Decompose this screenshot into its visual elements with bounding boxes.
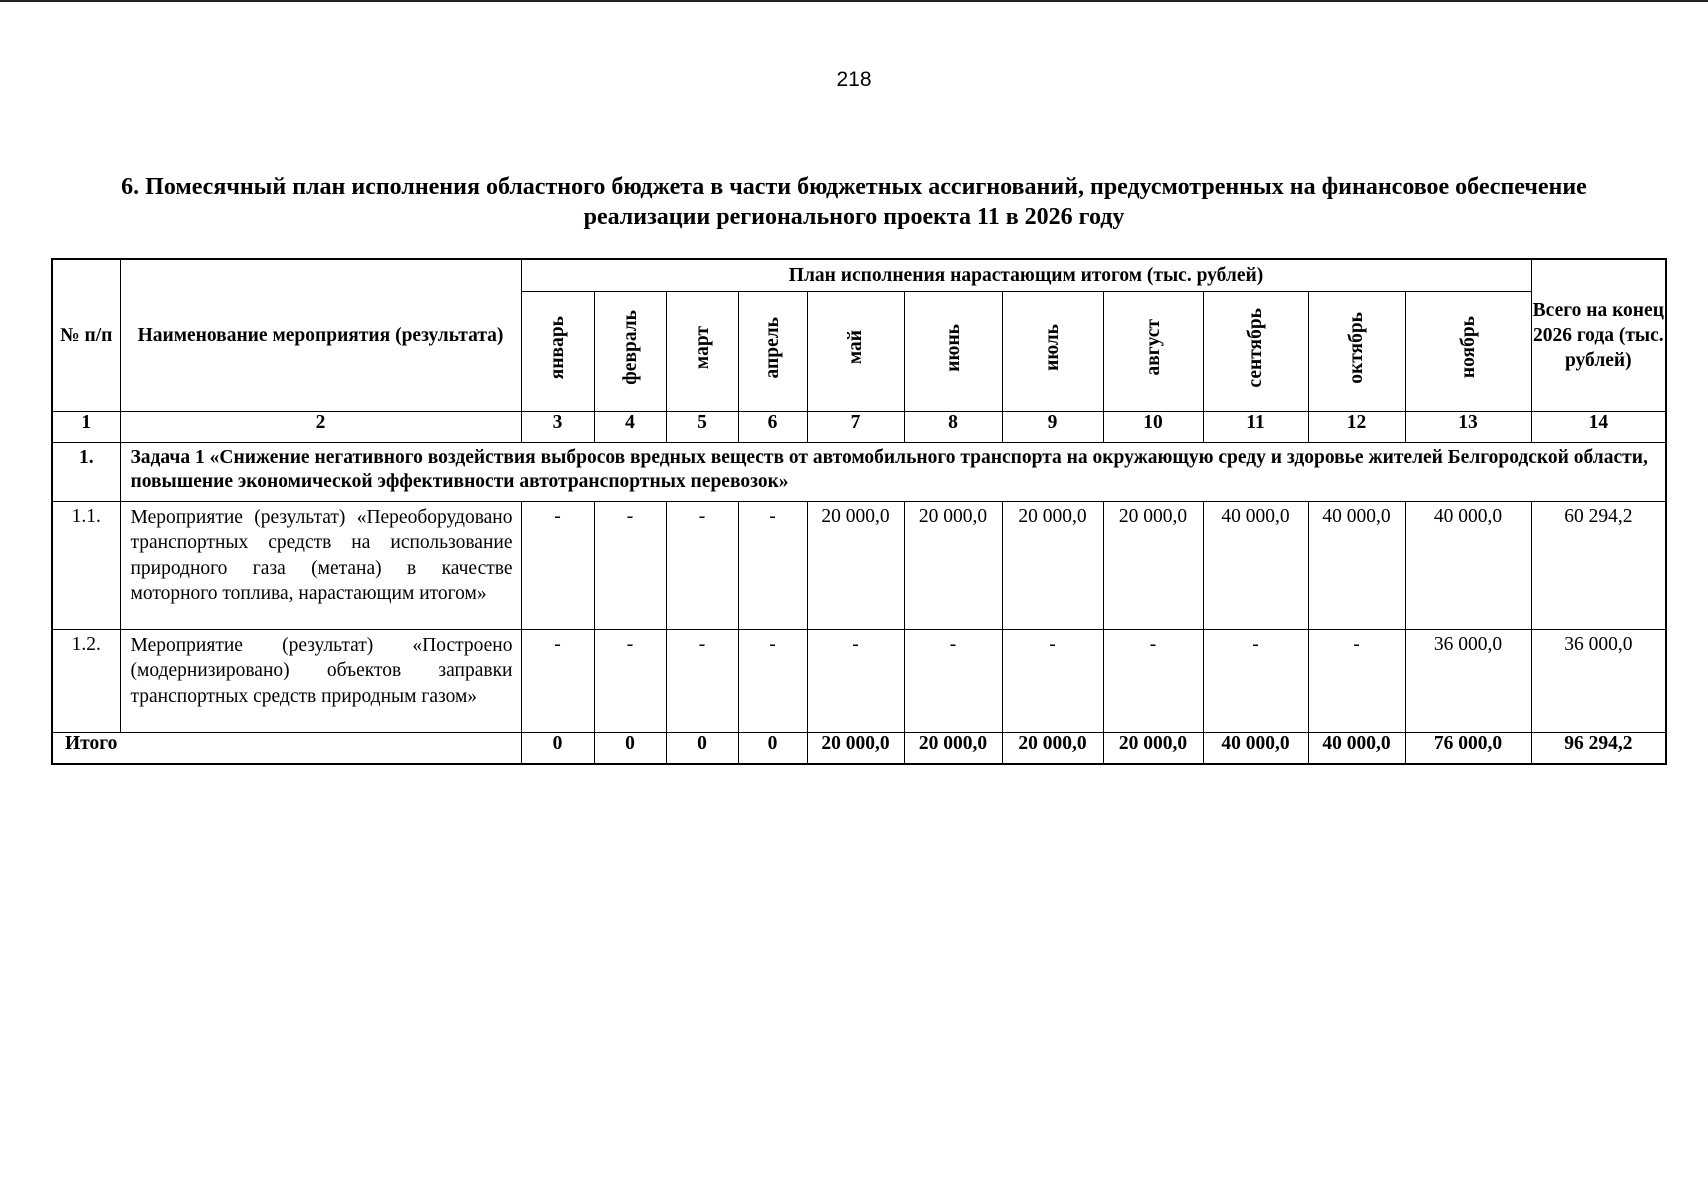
total-value-cell: 20 000,0 bbox=[904, 732, 1002, 764]
column-number: 13 bbox=[1405, 411, 1531, 442]
total-value-cell: 0 bbox=[521, 732, 594, 764]
column-number: 5 bbox=[666, 411, 738, 442]
value-cell: 40 000,0 bbox=[1405, 501, 1531, 629]
value-cell: - bbox=[594, 501, 666, 629]
header-month-march: март bbox=[666, 291, 738, 411]
value-cell: 20 000,0 bbox=[1103, 501, 1203, 629]
total-value-cell: 20 000,0 bbox=[807, 732, 904, 764]
value-cell: - bbox=[666, 629, 738, 732]
header-name: Наименование мероприятия (результата) bbox=[120, 259, 521, 411]
task-row bbox=[52, 442, 1666, 501]
total-value-cell: 40 000,0 bbox=[1308, 732, 1405, 764]
table-row-1-1 bbox=[52, 501, 1666, 629]
value-cell: 20 000,0 bbox=[807, 501, 904, 629]
total-value-cell: 40 000,0 bbox=[1203, 732, 1308, 764]
column-number: 4 bbox=[594, 411, 666, 442]
row-number: 1.2. bbox=[52, 629, 120, 732]
value-cell: - bbox=[1308, 629, 1405, 732]
total-value-cell: 0 bbox=[738, 732, 807, 764]
value-cell: 36 000,0 bbox=[1405, 629, 1531, 732]
value-cell: - bbox=[594, 629, 666, 732]
page-number: 218 bbox=[836, 68, 872, 91]
table-row-1-2 bbox=[52, 629, 1666, 732]
table-header-row bbox=[52, 259, 1666, 291]
value-cell: - bbox=[1203, 629, 1308, 732]
total-value-cell: 20 000,0 bbox=[1002, 732, 1103, 764]
header-month-november: ноябрь bbox=[1405, 291, 1531, 411]
column-number: 12 bbox=[1308, 411, 1405, 442]
value-cell: - bbox=[521, 501, 594, 629]
task-number: 1. bbox=[52, 442, 120, 501]
value-cell: 40 000,0 bbox=[1308, 501, 1405, 629]
row-total: 60 294,2 bbox=[1531, 501, 1666, 629]
value-cell: - bbox=[1103, 629, 1203, 732]
header-month-june: июнь bbox=[904, 291, 1002, 411]
page-top-rule bbox=[0, 0, 1708, 2]
row-name: Мероприятие (результат) «Переоборудовано транспортных средств на использование природного газа (метана) в качестве моторного топлива, нарастающим итогом» bbox=[120, 501, 521, 629]
row-name: Мероприятие (результат) «Построено (модернизировано) объектов заправки транспортных средств природным газом» bbox=[120, 629, 521, 732]
header-month-august: август bbox=[1103, 291, 1203, 411]
total-value-cell: 0 bbox=[666, 732, 738, 764]
value-cell: - bbox=[1002, 629, 1103, 732]
row-total: 36 000,0 bbox=[1531, 629, 1666, 732]
column-number: 14 bbox=[1531, 411, 1666, 442]
grand-total: 96 294,2 bbox=[1531, 732, 1666, 764]
header-month-february: февраль bbox=[594, 291, 666, 411]
total-value-cell: 20 000,0 bbox=[1103, 732, 1203, 764]
value-cell: - bbox=[521, 629, 594, 732]
header-month-july: июль bbox=[1002, 291, 1103, 411]
header-month-april: апрель bbox=[738, 291, 807, 411]
header-num: № п/п bbox=[52, 259, 120, 411]
column-number: 10 bbox=[1103, 411, 1203, 442]
total-row bbox=[52, 732, 1666, 764]
value-cell: 20 000,0 bbox=[904, 501, 1002, 629]
header-month-october: октябрь bbox=[1308, 291, 1405, 411]
total-label: Итого bbox=[52, 732, 521, 764]
column-number: 1 bbox=[52, 411, 120, 442]
value-cell: - bbox=[807, 629, 904, 732]
column-number: 9 bbox=[1002, 411, 1103, 442]
column-number: 6 bbox=[738, 411, 807, 442]
value-cell: 20 000,0 bbox=[1002, 501, 1103, 629]
value-cell: - bbox=[738, 501, 807, 629]
column-number: 11 bbox=[1203, 411, 1308, 442]
header-month-may: май bbox=[807, 291, 904, 411]
column-number: 7 bbox=[807, 411, 904, 442]
header-plan: План исполнения нарастающим итогом (тыс. рублей) bbox=[521, 259, 1531, 291]
task-description: Задача 1 «Снижение негативного воздействия выбросов вредных веществ от автомобильного транспорта на окружающую среду и здоровье жителей Белгородской области, повышение экономической эффективности автотранспортных перевозок» bbox=[120, 442, 1666, 501]
column-number: 3 bbox=[521, 411, 594, 442]
total-value-cell: 76 000,0 bbox=[1405, 732, 1531, 764]
total-value-cell: 0 bbox=[594, 732, 666, 764]
value-cell: 40 000,0 bbox=[1203, 501, 1308, 629]
value-cell: - bbox=[666, 501, 738, 629]
column-number: 2 bbox=[120, 411, 521, 442]
header-total: Всего на конец 2026 года (тыс. рублей) bbox=[1531, 259, 1666, 411]
budget-plan-table bbox=[51, 258, 1667, 765]
document-title: 6. Помесячный план исполнения областного бюджета в части бюджетных ассигнований, предусмотренных на финансовое обеспечение реализации регионального проекта 11 в 2026 году bbox=[121, 174, 1587, 230]
value-cell: - bbox=[904, 629, 1002, 732]
column-number: 8 bbox=[904, 411, 1002, 442]
column-numbers-row bbox=[52, 411, 1666, 442]
value-cell: - bbox=[738, 629, 807, 732]
row-number: 1.1. bbox=[52, 501, 120, 629]
header-month-january: январь bbox=[521, 291, 594, 411]
header-month-september: сентябрь bbox=[1203, 291, 1308, 411]
